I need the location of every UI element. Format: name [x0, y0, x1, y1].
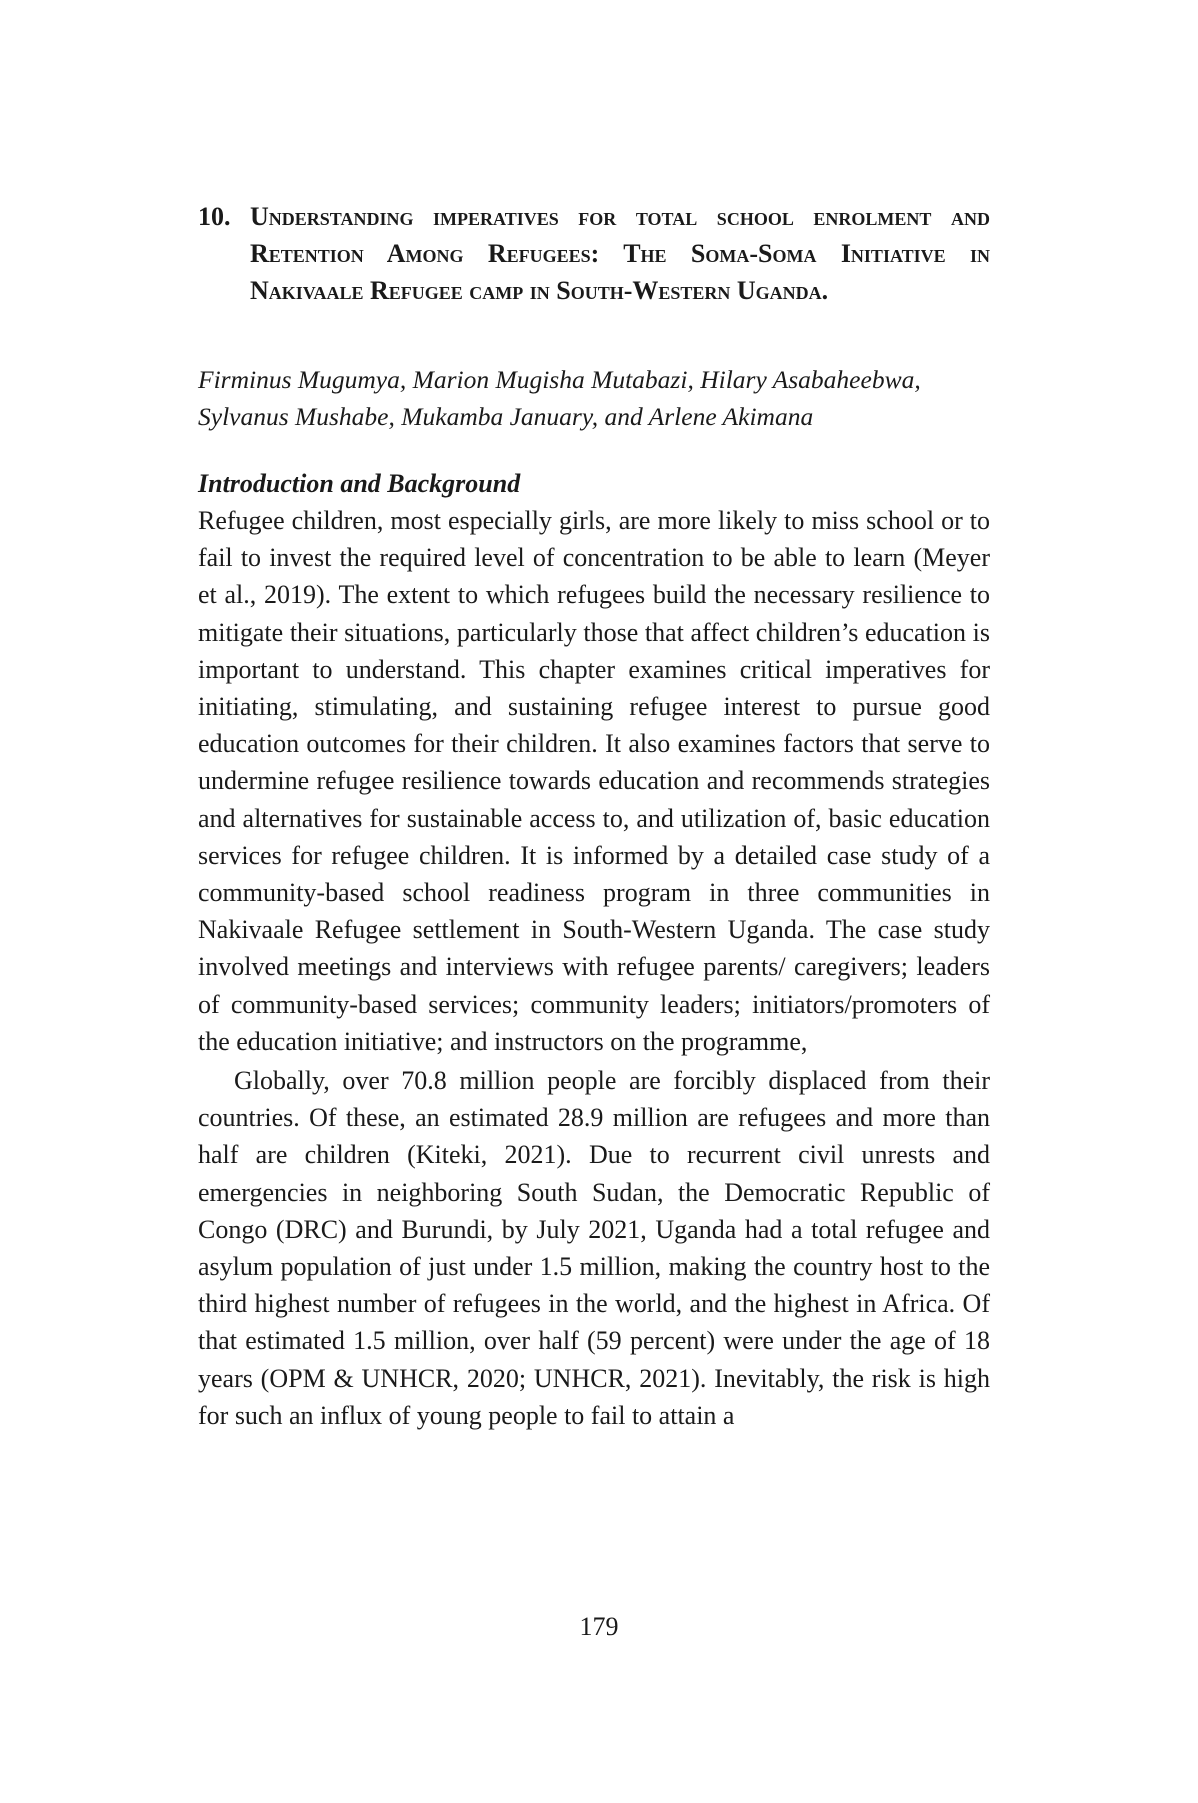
book-page [198, 198, 990, 1434]
body-paragraph: Globally, over 70.8 million people are forcibly displaced from their countries. Of these, an estimated 28.9 million are refugees and more than half are children (Kiteki, 2021). Due to recurrent civil unrests and emergencies in neighboring South Sudan, the Democratic Republic of Congo (DRC) and Burundi, by July 2021, Uganda had a total refugee and asylum population of just under 1.5 million, making the country host to the third highest number of refugees in the world, and the highest in Africa. Of that estimated 1.5 million, over half (59 percent) were under the age of 18 years (OPM & UNHCR, 2020; UNHCR, 2021). Inevitably, the risk is high for such an influx of young people to fail to attain a [198, 1066, 990, 1430]
body-paragraph: Refugee children, most especially girls, are more likely to miss school or to fail to invest the required level of concentration to be able to learn (Meyer et al., 2019). The extent to which refugees build the necessary resilience to mitigate their situations, particularly those that affect children’s education is important to understand. This chapter examines critical imperatives for initiating, stimulating, and sustaining refugee interest to pursue good education outcomes for their children. It also examines factors that serve to undermine refugee resilience towards education and recommends strategies and alternatives for sustainable access to, and utilization of, basic education services for refugee children. It is informed by a detailed case study of a community-based school readiness program in three communities in Nakivaale Refugee settlement in South-Western Uganda. The case study involved meetings and interviews with refugee parents/ caregivers; leaders of community-based services; community leaders; initiators/promoters of the education initiative; and instructors on the programme, [198, 506, 990, 1056]
chapter-heading [198, 198, 990, 309]
author-list: Firminus Mugumya, Marion Mugisha Mutabazi, Hilary Asabaheebwa, Sylvanus Mushabe, Mukamba January, and Arlene Akimana [198, 365, 921, 431]
chapter-title: Understanding imperatives for total school enrolment and Retention Among Refugees: The Soma-Soma Initiative in Nakivaale Refugee camp in South-Western Uganda. [250, 202, 990, 305]
chapter-number: 10. [198, 202, 231, 231]
section-heading: Introduction and Background [198, 469, 521, 498]
page-number: 179 [579, 1612, 619, 1641]
